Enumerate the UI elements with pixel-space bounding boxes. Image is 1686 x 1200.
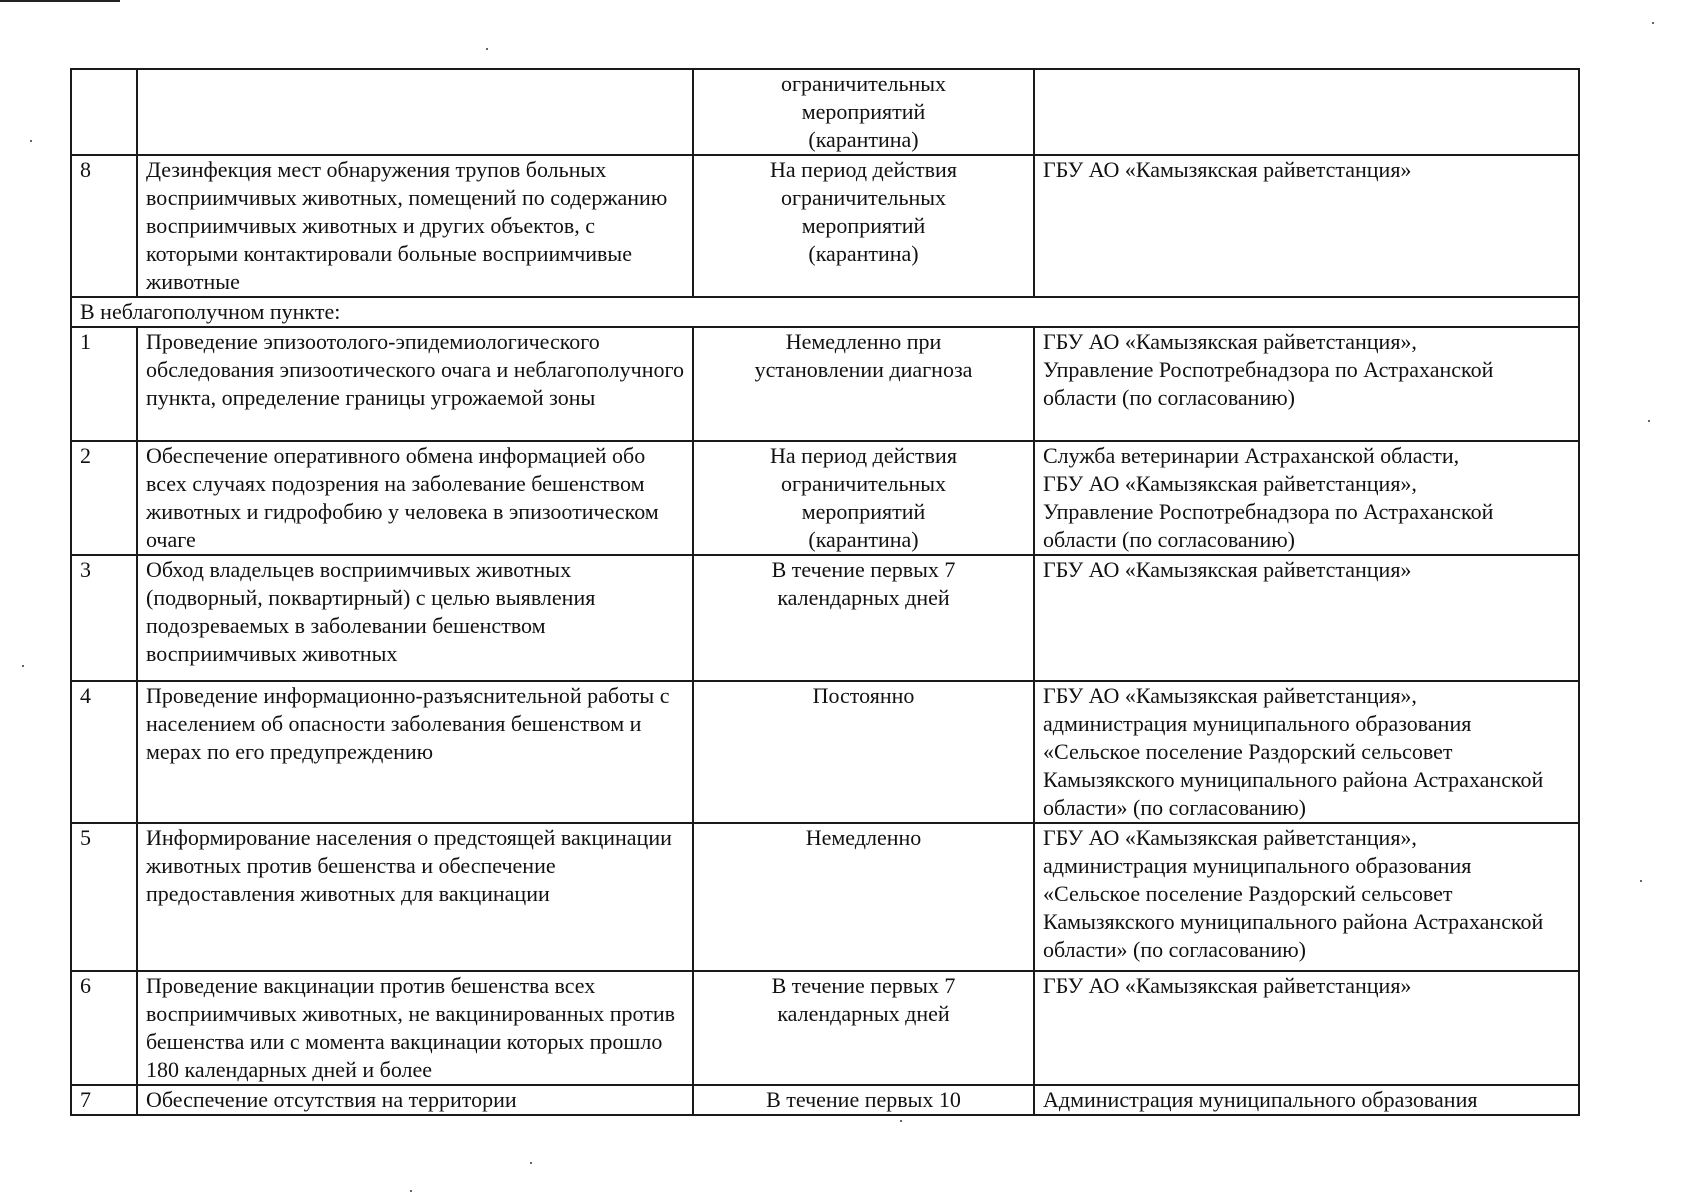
task-cell: Проведение эпизоотолого-эпидемиологического обследования эпизоотического очага и неблагополучного пункта, определение границы угрожаемой зоны: [137, 327, 693, 441]
scan-edge-mark: [0, 0, 120, 2]
task-cell: [137, 69, 693, 155]
table-row: [71, 823, 1579, 971]
row-number-cell: 8: [71, 155, 137, 297]
table-row: [71, 441, 1579, 555]
table-row: [71, 327, 1579, 441]
responsible-cell: ГБУ АО «Камызякская райветстанция», администрация муниципального образования «Сельское поселение Раздорский сельсовет Камызякского муниципального района Астраханской области» (по согласованию): [1034, 681, 1579, 823]
term-cell: ограничительных мероприятий (карантина): [693, 69, 1034, 155]
task-cell: Проведение вакцинации против бешенства всех восприимчивых животных, не вакцинированных против бешенства или с момента вакцинации которых прошло 180 календарных дней и более: [137, 971, 693, 1085]
row-number-cell: 7: [71, 1085, 137, 1115]
table-row: [71, 555, 1579, 681]
table-row: [71, 1085, 1579, 1115]
task-cell: Обход владельцев восприимчивых животных (подворный, поквартирный) с целью выявления подозреваемых в заболевании бешенством восприимчивых животных: [137, 555, 693, 681]
term-cell: В течение первых 7 календарных дней: [693, 971, 1034, 1085]
term-cell: На период действия ограничительных мероприятий (карантина): [693, 441, 1034, 555]
table-row: [71, 155, 1579, 297]
row-number-cell: 3: [71, 555, 137, 681]
term-cell: Постоянно: [693, 681, 1034, 823]
scan-speck: [486, 48, 488, 50]
scan-speck: [30, 140, 32, 142]
term-cell: Немедленно: [693, 823, 1034, 971]
responsible-cell: ГБУ АО «Камызякская райветстанция»: [1034, 555, 1579, 681]
row-number-cell: 4: [71, 681, 137, 823]
measures-table: [70, 68, 1580, 1116]
term-cell: На период действия ограничительных мероприятий (карантина): [693, 155, 1034, 297]
responsible-cell: Служба ветеринарии Астраханской области, ГБУ АО «Камызякская райветстанция», Управление Роспотребнадзора по Астраханской области (по согласованию): [1034, 441, 1579, 555]
section-heading: В неблагополучном пункте:: [71, 297, 1579, 327]
section-heading-row: [71, 297, 1579, 327]
scan-speck: [1652, 22, 1654, 24]
row-number-cell: 1: [71, 327, 137, 441]
responsible-cell: [1034, 69, 1579, 155]
responsible-cell: ГБУ АО «Камызякская райветстанция»: [1034, 971, 1579, 1085]
task-cell: Дезинфекция мест обнаружения трупов больных восприимчивых животных, помещений по содержанию восприимчивых животных и других объектов, с которыми контактировали больные восприимчивые животные: [137, 155, 693, 297]
row-number-cell: 6: [71, 971, 137, 1085]
scan-speck: [900, 1120, 902, 1122]
row-number-cell: [71, 69, 137, 155]
scan-speck: [1648, 420, 1650, 422]
responsible-cell: Администрация муниципального образования: [1034, 1085, 1579, 1115]
responsible-cell: ГБУ АО «Камызякская райветстанция», Управление Роспотребнадзора по Астраханской области (по согласованию): [1034, 327, 1579, 441]
task-cell: Обеспечение оперативного обмена информацией обо всех случаях подозрения на заболевание бешенством животных и гидрофобию у человека в эпизоотическом очаге: [137, 441, 693, 555]
responsible-cell: ГБУ АО «Камызякская райветстанция», администрация муниципального образования «Сельское поселение Раздорский сельсовет Камызякского муниципального района Астраханской области» (по согласованию): [1034, 823, 1579, 971]
scan-speck: [410, 1190, 412, 1192]
term-cell: Немедленно при установлении диагноза: [693, 327, 1034, 441]
row-number-cell: 5: [71, 823, 137, 971]
table-row: [71, 681, 1579, 823]
scan-speck: [22, 665, 24, 667]
term-cell: В течение первых 7 календарных дней: [693, 555, 1034, 681]
term-cell: В течение первых 10: [693, 1085, 1034, 1115]
task-cell: Информирование населения о предстоящей вакцинации животных против бешенства и обеспечение предоставления животных для вакцинации: [137, 823, 693, 971]
task-cell: Проведение информационно-разъяснительной работы с населением об опасности заболевания бешенством и мерах по его предупреждению: [137, 681, 693, 823]
table-row: [71, 69, 1579, 155]
responsible-cell: ГБУ АО «Камызякская райветстанция»: [1034, 155, 1579, 297]
task-cell: Обеспечение отсутствия на территории: [137, 1085, 693, 1115]
table-row: [71, 971, 1579, 1085]
scan-speck: [530, 1162, 532, 1164]
scan-speck: [1640, 880, 1642, 882]
row-number-cell: 2: [71, 441, 137, 555]
